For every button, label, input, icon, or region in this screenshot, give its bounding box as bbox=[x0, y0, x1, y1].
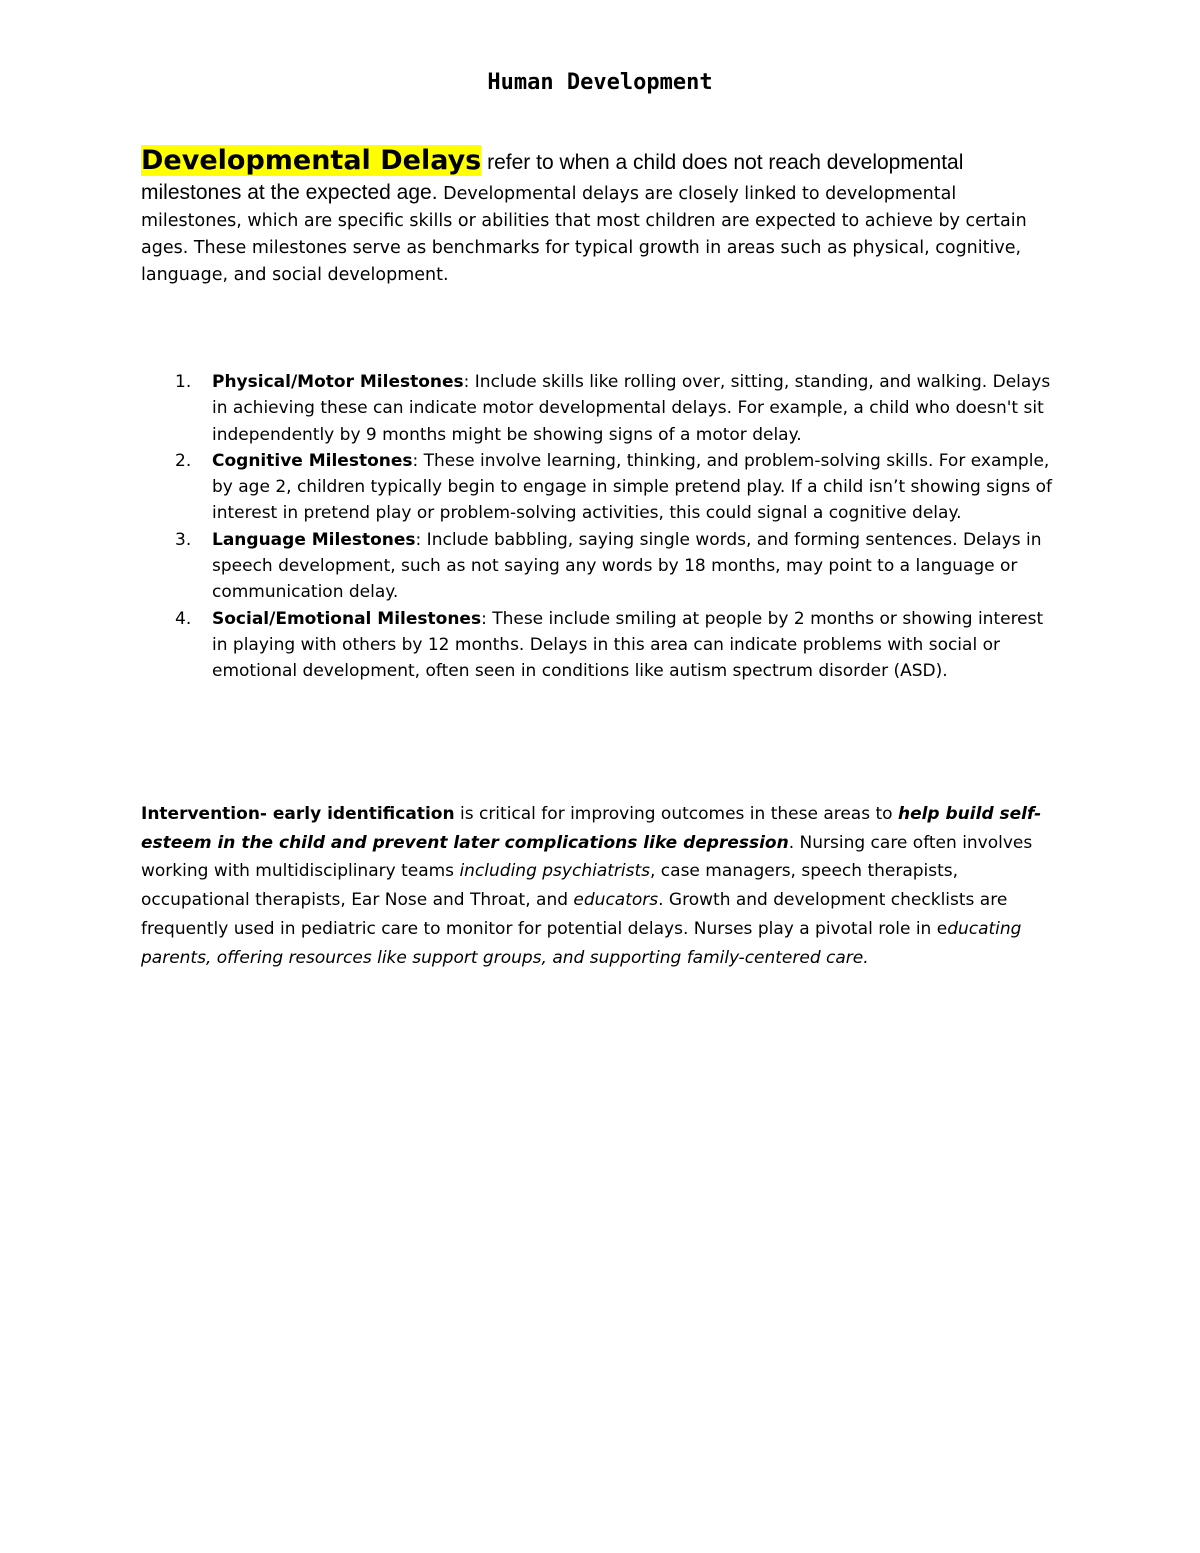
list-item bbox=[175, 369, 1061, 448]
milestone-label: Language Milestones bbox=[212, 529, 416, 550]
intervention-text-3: , case managers, speech therapists, occupational therapists, Ear Nose and Throat, and bbox=[141, 861, 959, 911]
intervention-text-1: is critical for improving outcomes in these areas to bbox=[454, 804, 898, 824]
intervention-emphasis: help build self-esteem in the child and prevent later complications like depression bbox=[141, 804, 1042, 853]
document-title: Human Development bbox=[487, 70, 713, 95]
intervention-italic-2: educators bbox=[573, 890, 659, 911]
milestone-text: : Include babbling, saying single words, and forming sentences. Delays in speech development, such as not saying any words by 18 months, may point to a language or communication delay. bbox=[212, 529, 1042, 603]
list-number: 1. bbox=[175, 372, 192, 392]
list-number: 3. bbox=[175, 529, 192, 550]
list-number: 4. bbox=[175, 608, 192, 629]
milestone-label: Cognitive Milestones bbox=[212, 450, 413, 471]
intervention-paragraph bbox=[141, 800, 1066, 972]
intervention-text-4: . Growth and development checklists are frequently used in pediatric care to monitor for potential delays. Nurses play a pivotal role in e bbox=[141, 890, 1008, 939]
intervention-text-2: . Nursing care often involves working with multidisciplinary teams bbox=[141, 832, 1033, 882]
highlighted-term: Developmental Delays bbox=[141, 145, 482, 176]
milestones-list bbox=[141, 369, 1061, 685]
list-item bbox=[175, 527, 1061, 606]
milestone-text: : These involve learning, thinking, and problem-solving skills. For example, by age 2, children typically begin to engage in simple pretend play. If a child isn’t showing signs of interest in pretend play or problem-solving activities, this could signal a cognitive delay. bbox=[212, 450, 1052, 524]
milestone-label: Social/Emotional Milestones bbox=[212, 608, 482, 629]
list-item bbox=[175, 448, 1061, 527]
intervention-italic-1: including psychiatrists bbox=[459, 861, 650, 882]
list-number: 2. bbox=[175, 450, 192, 471]
intervention-label: Intervention- early identification bbox=[141, 804, 455, 824]
milestone-label: Physical/Motor Milestones bbox=[212, 372, 464, 392]
intro-body-text: Developmental delays are closely linked to developmental milestones, which are specific skills or abilities that most children are expected to achieve by certain ages. These milestones serve as benchmarks for typical growth in areas such as physical, cognitive, language, and social development. bbox=[141, 184, 1027, 285]
list-item bbox=[175, 606, 1061, 685]
intervention-italic-3: ducating parents, offering resources like support groups, and supporting family-centered care. bbox=[141, 918, 1022, 968]
intro-paragraph bbox=[141, 146, 1061, 289]
milestone-text: : These include smiling at people by 2 months or showing interest in playing with others by 12 months. Delays in this area can indicate problems with social or emotional development, often seen in conditions like autism spectrum disorder (ASD). bbox=[212, 608, 1044, 682]
intro-lead-text: refer to when a child does not reach developmental milestones at the expected age. bbox=[141, 151, 964, 204]
milestone-text: : Include skills like rolling over, sitting, standing, and walking. Delays in achieving these can indicate motor developmental delays. For example, a child who doesn't sit independently by 9 months might be showing signs of a motor delay. bbox=[212, 372, 1051, 445]
